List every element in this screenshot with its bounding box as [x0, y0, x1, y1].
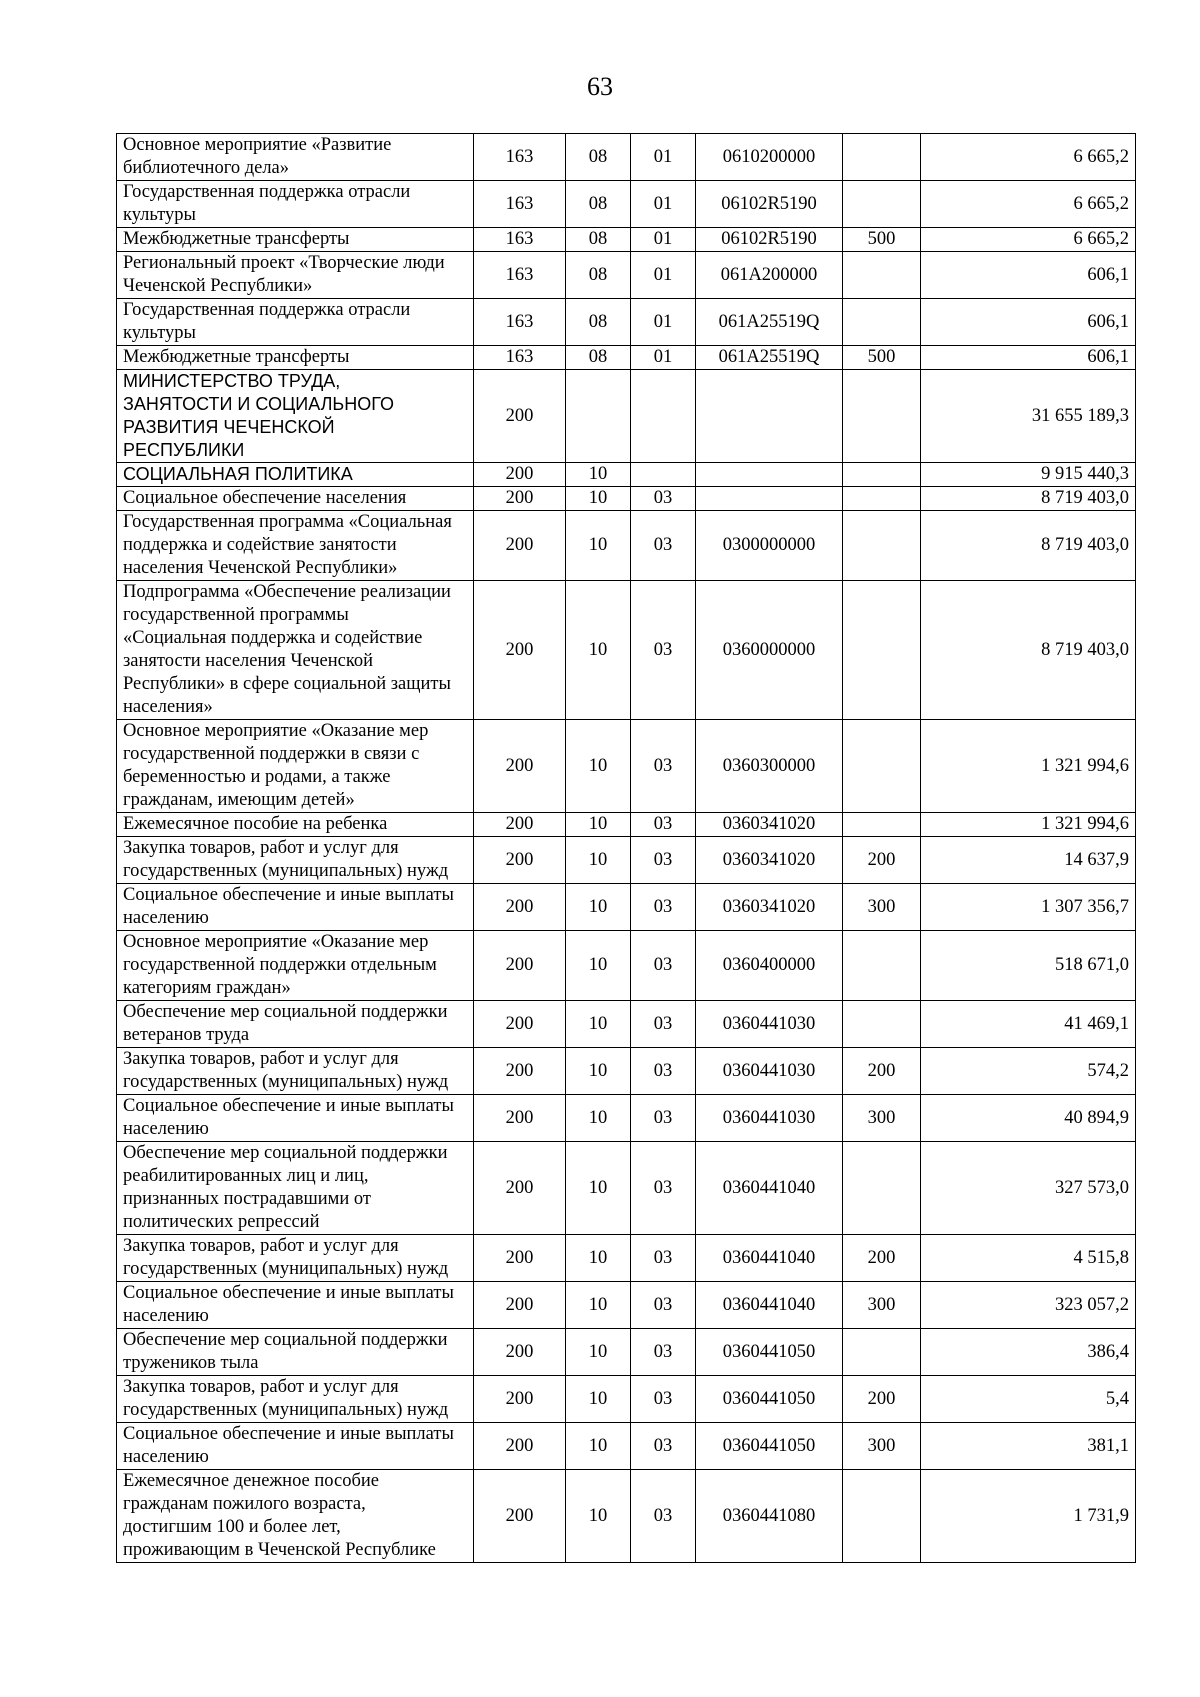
row-section-code: 08	[566, 228, 631, 252]
row-section-code: 10	[566, 1329, 631, 1376]
row-target-item-code: 0360441050	[696, 1329, 843, 1376]
row-amount: 606,1	[921, 252, 1136, 299]
row-subsection-code	[631, 370, 696, 463]
table-row	[117, 511, 1136, 581]
row-subsection-code: 01	[631, 252, 696, 299]
row-amount: 5,4	[921, 1376, 1136, 1423]
row-subsection-code: 03	[631, 1423, 696, 1470]
table-row	[117, 252, 1136, 299]
row-name: Основное мероприятие «Оказание мер государственной поддержки в связи с беременностью и родами, а также гражданам, имеющим детей»	[117, 720, 474, 813]
row-name: Межбюджетные трансферты	[117, 228, 474, 252]
row-subsection-code: 01	[631, 228, 696, 252]
row-amount: 9 915 440,3	[921, 463, 1136, 487]
row-name: Подпрограмма «Обеспечение реализации государственной программы «Социальная поддержка и содействие занятости населения Чеченской Республики» в сфере социальной защиты населения»	[117, 581, 474, 720]
table-row	[117, 346, 1136, 370]
row-name: Закупка товаров, работ и услуг для государственных (муниципальных) нужд	[117, 1235, 474, 1282]
row-name: Ежемесячное денежное пособие гражданам пожилого возраста, достигшим 100 и более лет, проживающим в Чеченской Республике	[117, 1470, 474, 1563]
row-section-code: 10	[566, 511, 631, 581]
row-expense-type-code: 300	[843, 1095, 921, 1142]
row-department-code: 200	[474, 813, 566, 837]
row-department-code: 163	[474, 228, 566, 252]
row-section-code: 10	[566, 1470, 631, 1563]
row-section-code: 10	[566, 1423, 631, 1470]
table-row	[117, 1329, 1136, 1376]
row-expense-type-code: 200	[843, 1376, 921, 1423]
row-target-item-code: 0610200000	[696, 134, 843, 181]
row-name: Социальное обеспечение и иные выплаты населению	[117, 1423, 474, 1470]
row-expense-type-code	[843, 720, 921, 813]
row-expense-type-code	[843, 511, 921, 581]
row-expense-type-code: 300	[843, 1282, 921, 1329]
table-row	[117, 228, 1136, 252]
row-name: Государственная поддержка отрасли культуры	[117, 299, 474, 346]
row-subsection-code: 03	[631, 837, 696, 884]
row-target-item-code: 0360300000	[696, 720, 843, 813]
row-department-code: 200	[474, 1329, 566, 1376]
row-subsection-code: 03	[631, 1329, 696, 1376]
row-name: Закупка товаров, работ и услуг для государственных (муниципальных) нужд	[117, 1376, 474, 1423]
row-subsection-code	[631, 463, 696, 487]
table-row	[117, 1235, 1136, 1282]
table-row	[117, 134, 1136, 181]
row-expense-type-code	[843, 1001, 921, 1048]
table-row	[117, 1095, 1136, 1142]
row-expense-type-code	[843, 931, 921, 1001]
row-amount: 518 671,0	[921, 931, 1136, 1001]
row-target-item-code: 06102R5190	[696, 228, 843, 252]
table-row	[117, 1470, 1136, 1563]
table-row	[117, 1048, 1136, 1095]
row-department-code: 163	[474, 346, 566, 370]
row-target-item-code: 0360441040	[696, 1235, 843, 1282]
row-name: Закупка товаров, работ и услуг для государственных (муниципальных) нужд	[117, 837, 474, 884]
row-name: Закупка товаров, работ и услуг для государственных (муниципальных) нужд	[117, 1048, 474, 1095]
row-amount: 606,1	[921, 346, 1136, 370]
table-row	[117, 720, 1136, 813]
row-name: СОЦИАЛЬНАЯ ПОЛИТИКА	[117, 463, 474, 487]
row-target-item-code: 0360341020	[696, 813, 843, 837]
row-expense-type-code: 500	[843, 346, 921, 370]
row-department-code: 200	[474, 1470, 566, 1563]
row-section-code: 10	[566, 1282, 631, 1329]
row-target-item-code: 0360441050	[696, 1376, 843, 1423]
page-number: 63	[587, 72, 613, 101]
row-target-item-code: 0360341020	[696, 837, 843, 884]
row-amount: 31 655 189,3	[921, 370, 1136, 463]
row-section-code: 10	[566, 487, 631, 511]
row-target-item-code	[696, 370, 843, 463]
row-subsection-code: 03	[631, 720, 696, 813]
row-subsection-code: 03	[631, 1142, 696, 1235]
table-row	[117, 1282, 1136, 1329]
table-row	[117, 299, 1136, 346]
table-row	[117, 487, 1136, 511]
row-target-item-code: 0360341020	[696, 884, 843, 931]
row-amount: 606,1	[921, 299, 1136, 346]
row-expense-type-code	[843, 463, 921, 487]
row-department-code: 200	[474, 487, 566, 511]
row-subsection-code: 03	[631, 931, 696, 1001]
row-department-code: 200	[474, 1095, 566, 1142]
row-amount: 40 894,9	[921, 1095, 1136, 1142]
row-section-code: 10	[566, 837, 631, 884]
row-amount: 323 057,2	[921, 1282, 1136, 1329]
row-department-code: 200	[474, 1423, 566, 1470]
row-amount: 1 307 356,7	[921, 884, 1136, 931]
row-section-code: 10	[566, 1376, 631, 1423]
row-section-code: 08	[566, 181, 631, 228]
budget-table-body	[117, 134, 1136, 1563]
row-section-code: 10	[566, 931, 631, 1001]
row-amount: 381,1	[921, 1423, 1136, 1470]
row-subsection-code: 03	[631, 1470, 696, 1563]
row-expense-type-code	[843, 1142, 921, 1235]
row-name: Государственная программа «Социальная поддержка и содействие занятости населения Чеченской Республики»	[117, 511, 474, 581]
row-expense-type-code: 200	[843, 837, 921, 884]
table-row	[117, 1142, 1136, 1235]
row-expense-type-code: 200	[843, 1048, 921, 1095]
row-subsection-code: 03	[631, 1001, 696, 1048]
row-amount: 327 573,0	[921, 1142, 1136, 1235]
row-department-code: 200	[474, 581, 566, 720]
row-expense-type-code	[843, 181, 921, 228]
row-section-code: 10	[566, 1235, 631, 1282]
row-section-code	[566, 370, 631, 463]
row-target-item-code: 061A200000	[696, 252, 843, 299]
row-target-item-code: 061A25519Q	[696, 299, 843, 346]
row-department-code: 200	[474, 463, 566, 487]
row-department-code: 200	[474, 1142, 566, 1235]
row-subsection-code: 03	[631, 487, 696, 511]
row-amount: 6 665,2	[921, 134, 1136, 181]
row-name: Основное мероприятие «Оказание мер государственной поддержки отдельным категориям граждан»	[117, 931, 474, 1001]
row-subsection-code: 03	[631, 511, 696, 581]
row-target-item-code: 0360400000	[696, 931, 843, 1001]
row-section-code: 10	[566, 1095, 631, 1142]
row-target-item-code: 0360441030	[696, 1001, 843, 1048]
row-expense-type-code	[843, 813, 921, 837]
row-target-item-code: 0360441050	[696, 1423, 843, 1470]
row-amount: 8 719 403,0	[921, 581, 1136, 720]
row-section-code: 10	[566, 463, 631, 487]
row-target-item-code: 06102R5190	[696, 181, 843, 228]
row-department-code: 200	[474, 1048, 566, 1095]
row-subsection-code: 03	[631, 1048, 696, 1095]
table-row	[117, 1423, 1136, 1470]
row-target-item-code: 0300000000	[696, 511, 843, 581]
table-row	[117, 370, 1136, 463]
row-department-code: 200	[474, 720, 566, 813]
row-name: Ежемесячное пособие на ребенка	[117, 813, 474, 837]
row-name: Обеспечение мер социальной поддержки тружеников тыла	[117, 1329, 474, 1376]
row-department-code: 163	[474, 252, 566, 299]
row-section-code: 08	[566, 252, 631, 299]
row-department-code: 200	[474, 1001, 566, 1048]
table-row	[117, 1001, 1136, 1048]
row-section-code: 10	[566, 1142, 631, 1235]
row-section-code: 10	[566, 1048, 631, 1095]
row-name: Социальное обеспечение и иные выплаты населению	[117, 1095, 474, 1142]
table-row	[117, 463, 1136, 487]
row-expense-type-code: 500	[843, 228, 921, 252]
row-name: Социальное обеспечение населения	[117, 487, 474, 511]
row-expense-type-code	[843, 487, 921, 511]
row-name: Социальное обеспечение и иные выплаты населению	[117, 884, 474, 931]
row-amount: 8 719 403,0	[921, 487, 1136, 511]
row-amount: 386,4	[921, 1329, 1136, 1376]
row-name: Региональный проект «Творческие люди Чеченской Республики»	[117, 252, 474, 299]
row-department-code: 200	[474, 1282, 566, 1329]
table-row	[117, 581, 1136, 720]
table-row	[117, 813, 1136, 837]
row-expense-type-code	[843, 299, 921, 346]
row-department-code: 200	[474, 837, 566, 884]
row-amount: 41 469,1	[921, 1001, 1136, 1048]
row-name: Обеспечение мер социальной поддержки ветеранов труда	[117, 1001, 474, 1048]
row-amount: 6 665,2	[921, 228, 1136, 252]
row-expense-type-code	[843, 1470, 921, 1563]
table-row	[117, 931, 1136, 1001]
row-subsection-code: 03	[631, 581, 696, 720]
table-row	[117, 1376, 1136, 1423]
row-name: Обеспечение мер социальной поддержки реабилитированных лиц и лиц, признанных пострадавшими от политических репрессий	[117, 1142, 474, 1235]
row-amount: 1 731,9	[921, 1470, 1136, 1563]
row-subsection-code: 01	[631, 181, 696, 228]
table-row	[117, 837, 1136, 884]
row-target-item-code	[696, 463, 843, 487]
row-department-code: 200	[474, 1235, 566, 1282]
row-subsection-code: 03	[631, 1376, 696, 1423]
row-subsection-code: 03	[631, 884, 696, 931]
row-section-code: 10	[566, 813, 631, 837]
row-target-item-code: 0360441030	[696, 1048, 843, 1095]
row-expense-type-code	[843, 252, 921, 299]
row-name: МИНИСТЕРСТВО ТРУДА, ЗАНЯТОСТИ И СОЦИАЛЬНОГО РАЗВИТИЯ ЧЕЧЕНСКОЙ РЕСПУБЛИКИ	[117, 370, 474, 463]
row-expense-type-code	[843, 370, 921, 463]
row-expense-type-code: 300	[843, 884, 921, 931]
row-department-code: 163	[474, 299, 566, 346]
row-amount: 14 637,9	[921, 837, 1136, 884]
row-target-item-code: 061A25519Q	[696, 346, 843, 370]
row-department-code: 200	[474, 931, 566, 1001]
row-subsection-code: 03	[631, 1095, 696, 1142]
row-target-item-code: 0360441080	[696, 1470, 843, 1563]
row-name: Государственная поддержка отрасли культуры	[117, 181, 474, 228]
row-amount: 6 665,2	[921, 181, 1136, 228]
row-amount: 574,2	[921, 1048, 1136, 1095]
row-section-code: 08	[566, 134, 631, 181]
row-name: Социальное обеспечение и иные выплаты населению	[117, 1282, 474, 1329]
row-section-code: 10	[566, 720, 631, 813]
row-section-code: 08	[566, 346, 631, 370]
row-section-code: 10	[566, 1001, 631, 1048]
table-row	[117, 884, 1136, 931]
row-subsection-code: 03	[631, 1282, 696, 1329]
row-department-code: 200	[474, 511, 566, 581]
row-expense-type-code	[843, 134, 921, 181]
row-target-item-code: 0360000000	[696, 581, 843, 720]
row-amount: 4 515,8	[921, 1235, 1136, 1282]
row-target-item-code: 0360441040	[696, 1142, 843, 1235]
row-name: Основное мероприятие «Развитие библиотечного дела»	[117, 134, 474, 181]
row-expense-type-code	[843, 1329, 921, 1376]
row-amount: 8 719 403,0	[921, 511, 1136, 581]
row-expense-type-code	[843, 581, 921, 720]
table-row	[117, 181, 1136, 228]
row-amount: 1 321 994,6	[921, 813, 1136, 837]
row-target-item-code	[696, 487, 843, 511]
row-amount: 1 321 994,6	[921, 720, 1136, 813]
budget-table	[116, 133, 1136, 1563]
row-subsection-code: 01	[631, 134, 696, 181]
row-subsection-code: 01	[631, 299, 696, 346]
row-expense-type-code: 300	[843, 1423, 921, 1470]
row-department-code: 200	[474, 1376, 566, 1423]
row-target-item-code: 0360441030	[696, 1095, 843, 1142]
row-department-code: 200	[474, 370, 566, 463]
row-section-code: 10	[566, 884, 631, 931]
row-section-code: 08	[566, 299, 631, 346]
row-target-item-code: 0360441040	[696, 1282, 843, 1329]
row-department-code: 163	[474, 134, 566, 181]
row-department-code: 163	[474, 181, 566, 228]
row-section-code: 10	[566, 581, 631, 720]
row-subsection-code: 01	[631, 346, 696, 370]
row-department-code: 200	[474, 884, 566, 931]
row-name: Межбюджетные трансферты	[117, 346, 474, 370]
row-subsection-code: 03	[631, 813, 696, 837]
row-expense-type-code: 200	[843, 1235, 921, 1282]
row-subsection-code: 03	[631, 1235, 696, 1282]
